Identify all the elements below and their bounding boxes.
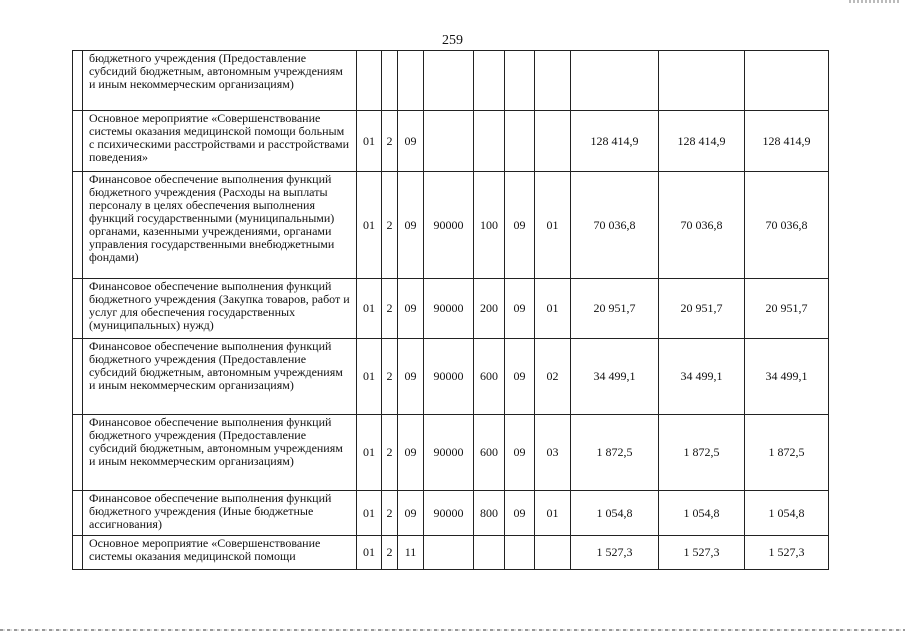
amount-cell bbox=[745, 51, 829, 111]
amount-cell: 128 414,9 bbox=[659, 111, 745, 172]
row-index-cell bbox=[73, 415, 83, 491]
budget-table bbox=[72, 50, 829, 570]
table-row bbox=[73, 51, 829, 111]
code-cell: 09 bbox=[398, 415, 424, 491]
code-cell: 01 bbox=[535, 172, 571, 279]
code-cell bbox=[398, 51, 424, 111]
amount-cell: 1 872,5 bbox=[745, 415, 829, 491]
code-cell: 01 bbox=[535, 491, 571, 536]
code-cell bbox=[474, 111, 505, 172]
code-cell: 100 bbox=[474, 172, 505, 279]
amount-cell: 20 951,7 bbox=[659, 279, 745, 339]
row-description: Финансовое обеспечение выполнения функций бюджетного учреждения (Закупка товаров, работ и услуг для обеспечения государственных (муниципальных) нужд) bbox=[83, 279, 357, 339]
table-row bbox=[73, 491, 829, 536]
code-cell: 01 bbox=[357, 111, 382, 172]
amount-cell: 1 054,8 bbox=[571, 491, 659, 536]
row-description: Финансовое обеспечение выполнения функций бюджетного учреждения (Иные бюджетные ассигнования) bbox=[83, 491, 357, 536]
row-index-cell bbox=[73, 491, 83, 536]
amount-cell: 1 054,8 bbox=[745, 491, 829, 536]
code-cell: 09 bbox=[398, 279, 424, 339]
code-cell: 09 bbox=[505, 415, 535, 491]
code-cell: 01 bbox=[357, 172, 382, 279]
amount-cell: 1 527,3 bbox=[659, 536, 745, 570]
code-cell: 2 bbox=[382, 339, 398, 415]
code-cell bbox=[535, 536, 571, 570]
row-description: бюджетного учреждения (Предоставление субсидий бюджетным, автономным учреждениям и иным некоммерческим организациям) bbox=[83, 51, 357, 111]
row-index-cell bbox=[73, 279, 83, 339]
table-row bbox=[73, 415, 829, 491]
row-index-cell bbox=[73, 111, 83, 172]
amount-cell: 128 414,9 bbox=[745, 111, 829, 172]
code-cell: 600 bbox=[474, 415, 505, 491]
amount-cell bbox=[659, 51, 745, 111]
code-cell: 200 bbox=[474, 279, 505, 339]
row-index-cell bbox=[73, 172, 83, 279]
code-cell bbox=[505, 51, 535, 111]
amount-cell: 128 414,9 bbox=[571, 111, 659, 172]
table-row bbox=[73, 339, 829, 415]
code-cell bbox=[535, 51, 571, 111]
page-number: 259 bbox=[442, 33, 463, 48]
code-cell bbox=[505, 111, 535, 172]
row-description: Финансовое обеспечение выполнения функций бюджетного учреждения (Предоставление субсидий бюджетным, автономным учреждениям и иным некоммерческим организациям) bbox=[83, 415, 357, 491]
code-cell: 01 bbox=[535, 279, 571, 339]
code-cell bbox=[474, 536, 505, 570]
row-index-cell bbox=[73, 339, 83, 415]
code-cell: 09 bbox=[398, 111, 424, 172]
amount-cell: 20 951,7 bbox=[571, 279, 659, 339]
code-cell bbox=[505, 536, 535, 570]
amount-cell: 70 036,8 bbox=[571, 172, 659, 279]
code-cell: 09 bbox=[398, 491, 424, 536]
amount-cell: 1 054,8 bbox=[659, 491, 745, 536]
amount-cell: 1 527,3 bbox=[571, 536, 659, 570]
code-cell: 09 bbox=[398, 172, 424, 279]
code-cell: 09 bbox=[505, 279, 535, 339]
scan-edge-line bbox=[0, 629, 905, 631]
row-description: Финансовое обеспечение выполнения функций бюджетного учреждения (Предоставление субсидий бюджетным, автономным учреждениям и иным некоммерческим организациям) bbox=[83, 339, 357, 415]
code-cell: 11 bbox=[398, 536, 424, 570]
code-cell: 90000 bbox=[424, 491, 474, 536]
code-cell bbox=[357, 51, 382, 111]
code-cell bbox=[424, 536, 474, 570]
table-row bbox=[73, 536, 829, 570]
table-row bbox=[73, 172, 829, 279]
row-index-cell bbox=[73, 51, 83, 111]
amount-cell: 1 527,3 bbox=[745, 536, 829, 570]
code-cell: 600 bbox=[474, 339, 505, 415]
row-description: Основное мероприятие «Совершенствование системы оказания медицинской помощи больным с психическими расстройствами и расстройствами поведения» bbox=[83, 111, 357, 172]
code-cell bbox=[424, 111, 474, 172]
code-cell: 03 bbox=[535, 415, 571, 491]
amount-cell: 34 499,1 bbox=[659, 339, 745, 415]
code-cell bbox=[382, 51, 398, 111]
amount-cell bbox=[571, 51, 659, 111]
code-cell: 09 bbox=[505, 172, 535, 279]
amount-cell: 34 499,1 bbox=[745, 339, 829, 415]
code-cell bbox=[474, 51, 505, 111]
code-cell: 90000 bbox=[424, 279, 474, 339]
code-cell: 09 bbox=[505, 491, 535, 536]
code-cell: 90000 bbox=[424, 415, 474, 491]
row-description: Финансовое обеспечение выполнения функций бюджетного учреждения (Расходы на выплаты персоналу в целях обеспечения выполнения функций государственными (муниципальными) органами, казенными учреждениями, органами управления государственными внебюджетными фондами) bbox=[83, 172, 357, 279]
amount-cell: 34 499,1 bbox=[571, 339, 659, 415]
code-cell: 09 bbox=[505, 339, 535, 415]
code-cell: 800 bbox=[474, 491, 505, 536]
code-cell: 01 bbox=[357, 536, 382, 570]
code-cell: 02 bbox=[535, 339, 571, 415]
code-cell: 01 bbox=[357, 415, 382, 491]
code-cell: 2 bbox=[382, 536, 398, 570]
code-cell: 01 bbox=[357, 339, 382, 415]
code-cell: 2 bbox=[382, 279, 398, 339]
code-cell: 2 bbox=[382, 491, 398, 536]
amount-cell: 1 872,5 bbox=[571, 415, 659, 491]
amount-cell: 1 872,5 bbox=[659, 415, 745, 491]
code-cell: 2 bbox=[382, 111, 398, 172]
table-row bbox=[73, 279, 829, 339]
code-cell: 2 bbox=[382, 172, 398, 279]
code-cell: 90000 bbox=[424, 172, 474, 279]
code-cell: 09 bbox=[398, 339, 424, 415]
table-row bbox=[73, 111, 829, 172]
code-cell: 01 bbox=[357, 279, 382, 339]
code-cell bbox=[535, 111, 571, 172]
code-cell: 2 bbox=[382, 415, 398, 491]
code-cell: 90000 bbox=[424, 339, 474, 415]
amount-cell: 20 951,7 bbox=[745, 279, 829, 339]
row-index-cell bbox=[73, 536, 83, 570]
row-description: Основное мероприятие «Совершенствование системы оказания медицинской помощи bbox=[83, 536, 357, 570]
code-cell: 01 bbox=[357, 491, 382, 536]
amount-cell: 70 036,8 bbox=[745, 172, 829, 279]
scan-corner-mark bbox=[849, 0, 899, 3]
code-cell bbox=[424, 51, 474, 111]
amount-cell: 70 036,8 bbox=[659, 172, 745, 279]
